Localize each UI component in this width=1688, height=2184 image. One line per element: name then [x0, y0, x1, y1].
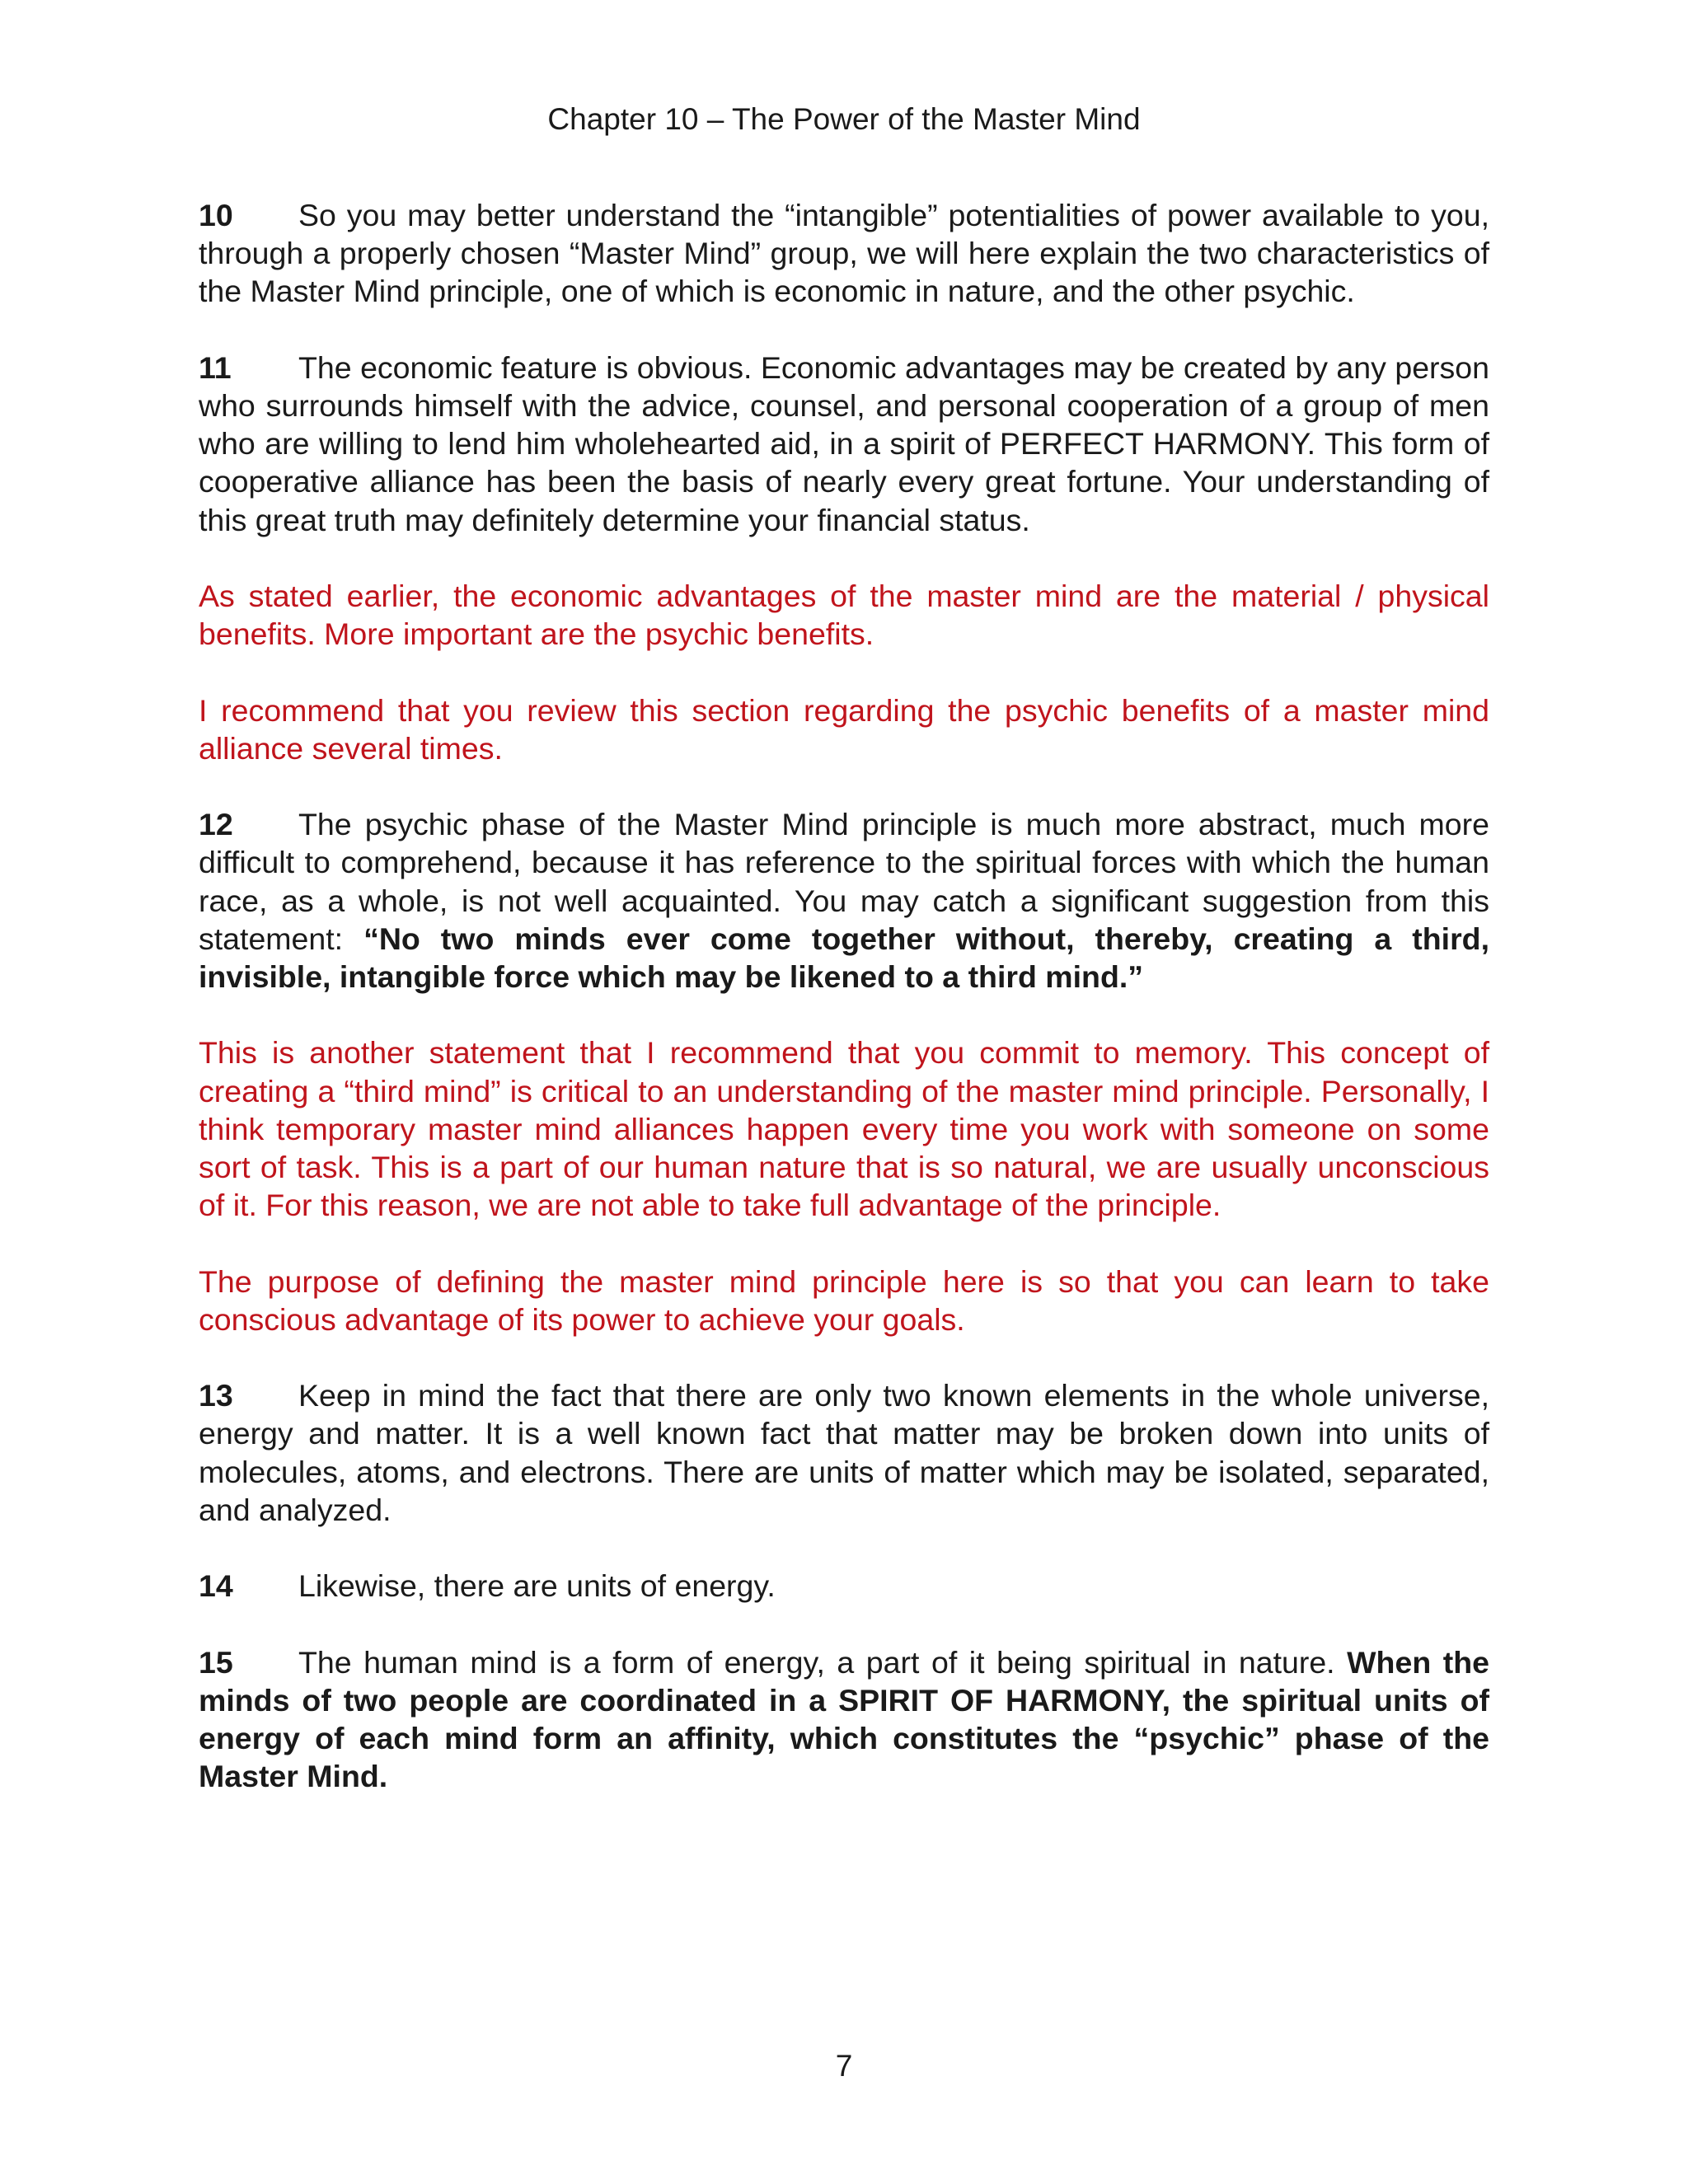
author-note-purpose: The purpose of defining the master mind principle here is so that you can learn to take conscious advantage of its power to achieve your goals.: [199, 1263, 1489, 1337]
paragraph-text: The human mind is a form of energy, a part of it being spiritual in nature.: [298, 1644, 1348, 1680]
page-header: Chapter 10 – The Power of the Master Mind: [547, 102, 1141, 136]
paragraph-number: 14: [199, 1568, 233, 1604]
paragraph-number: 13: [199, 1378, 233, 1413]
author-note-review-section: I recommend that you review this section regarding the psychic benefits of a master mind alliance several times.: [199, 692, 1489, 766]
paragraph-text: Keep in mind the fact that there are only two known elements in the whole universe, energy and matter. It is a well known fact that matter may be broken down into units of molecules, atoms, and electrons. There are units of matter which may be isolated, separated, and analyzed.: [199, 1378, 1489, 1527]
paragraph-number: 11: [199, 349, 232, 385]
paragraph-text: So you may better understand the “intangible” potentialities of power available to you, through a properly chosen “Master Mind” group, we will here explain the two characteristics of the Master Mind principle, one of which is economic in nature, and the other psychic.: [199, 198, 1489, 309]
paragraph-14: [199, 1567, 1489, 1605]
paragraph-number: 12: [199, 807, 233, 842]
bold-quote-third-mind: “No two minds ever come together without, thereby, creating a third, invisible, intangible force which may be likened to a third mind.”: [199, 921, 1489, 994]
paragraph-15: [199, 1643, 1489, 1796]
page-number: 7: [835, 2049, 853, 2083]
paragraph-text: Likewise, there are units of energy.: [298, 1568, 776, 1604]
author-note-third-mind: This is another statement that I recommend that you commit to memory. This concept of creating a “third mind” is critical to an understanding of the master mind principle. Personally, I think temporary master mind alliances happen every time you work with someone on some sort of task. This is a part of our human nature that is so natural, we are usually unconscious of it. For this reason, we are not able to take full advantage of the principle.: [199, 1035, 1489, 1223]
paragraph-10: [199, 196, 1489, 311]
paragraph-text: The psychic phase of the Master Mind principle is much more abstract, much more difficult to comprehend, because it has reference to the spiritual forces with which the human race, as a whole, is not well acquainted. You may catch a significant suggestion from this statement:: [199, 807, 1489, 956]
bold-statement-spirit-of-harmony: When the minds of two people are coordinated in a SPIRIT OF HARMONY, the spiritual units of energy of each mind form an affinity, which constitutes the “psychic” phase of the Master Mind.: [199, 1644, 1490, 1794]
document-body: [199, 196, 1489, 1834]
paragraph-text: The economic feature is obvious. Economic advantages may be created by any person who surrounds himself with the advice, counsel, and personal cooperation of a group of men who are willing to lend him wholehearted aid, in a spirit of PERFECT HARMONY. This form of cooperative alliance has been the basis of nearly every great fortune. Your understanding of this great truth may definitely determine your financial status.: [199, 349, 1489, 537]
paragraph-13: [199, 1376, 1489, 1529]
paragraph-number: 10: [199, 198, 233, 232]
paragraph-12: [199, 805, 1489, 996]
paragraph-number: 15: [199, 1644, 233, 1680]
paragraph-11: [199, 349, 1489, 539]
author-note-economic-advantages: As stated earlier, the economic advantages of the master mind are the material / physical benefits. More important are the psychic benefits.: [199, 579, 1489, 652]
